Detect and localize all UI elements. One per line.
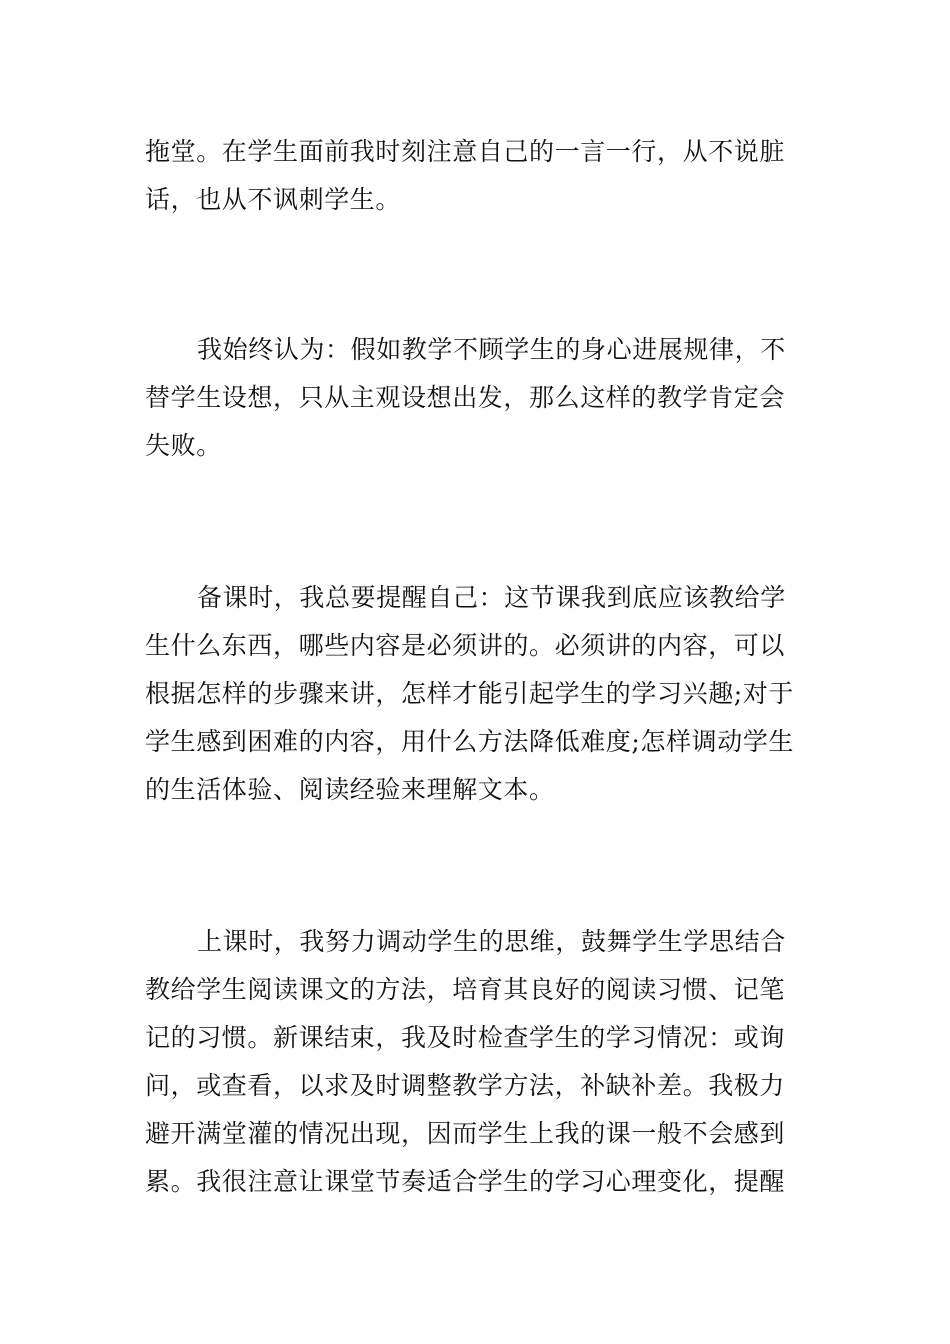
paragraph-line: 我始终认为：假如教学不顾学生的身心进展规律，不 [197,335,786,364]
paragraph-line: 教给学生阅读课文的方法，培育其良好的阅读习惯、记笔 [145,975,786,1004]
paragraph-line: 记的习惯。新课结束，我及时检查学生的学习情况：或询 [145,1023,786,1052]
paragraph-line: 话，也从不讽刺学生。 [145,185,402,214]
paragraph-line: 的生活体验、阅读经验来理解文本。 [145,775,555,804]
paragraph-line: 生什么东西，哪些内容是必须讲的。必须讲的内容，可以 [145,631,786,660]
paragraph-line: 问，或查看，以求及时调整教学方法，补缺补差。我极力 [145,1071,786,1100]
paragraph-line: 学生感到困难的内容，用什么方法降低难度;怎样调动学生 [145,727,795,756]
paragraph-line: 拖堂。在学生面前我时刻注意自己的一言一行，从不说脏 [145,137,786,166]
paragraph-line: 根据怎样的步骤来讲，怎样才能引起学生的学习兴趣;对于 [145,679,795,708]
paragraph-line: 备课时，我总要提醒自己：这节课我到底应该教给学 [197,583,786,612]
paragraph-line: 失败。 [145,431,222,460]
paragraph-line: 上课时，我努力调动学生的思维，鼓舞学生学思结合 [197,927,786,956]
paragraph-line: 累。我很注意让课堂节奏适合学生的学习心理变化，提醒 [145,1167,786,1196]
paragraph-line: 替学生设想，只从主观设想出发，那么这样的教学肯定会 [145,383,786,412]
paragraph-line: 避开满堂灌的情况出现，因而学生上我的课一般不会感到 [145,1119,786,1148]
